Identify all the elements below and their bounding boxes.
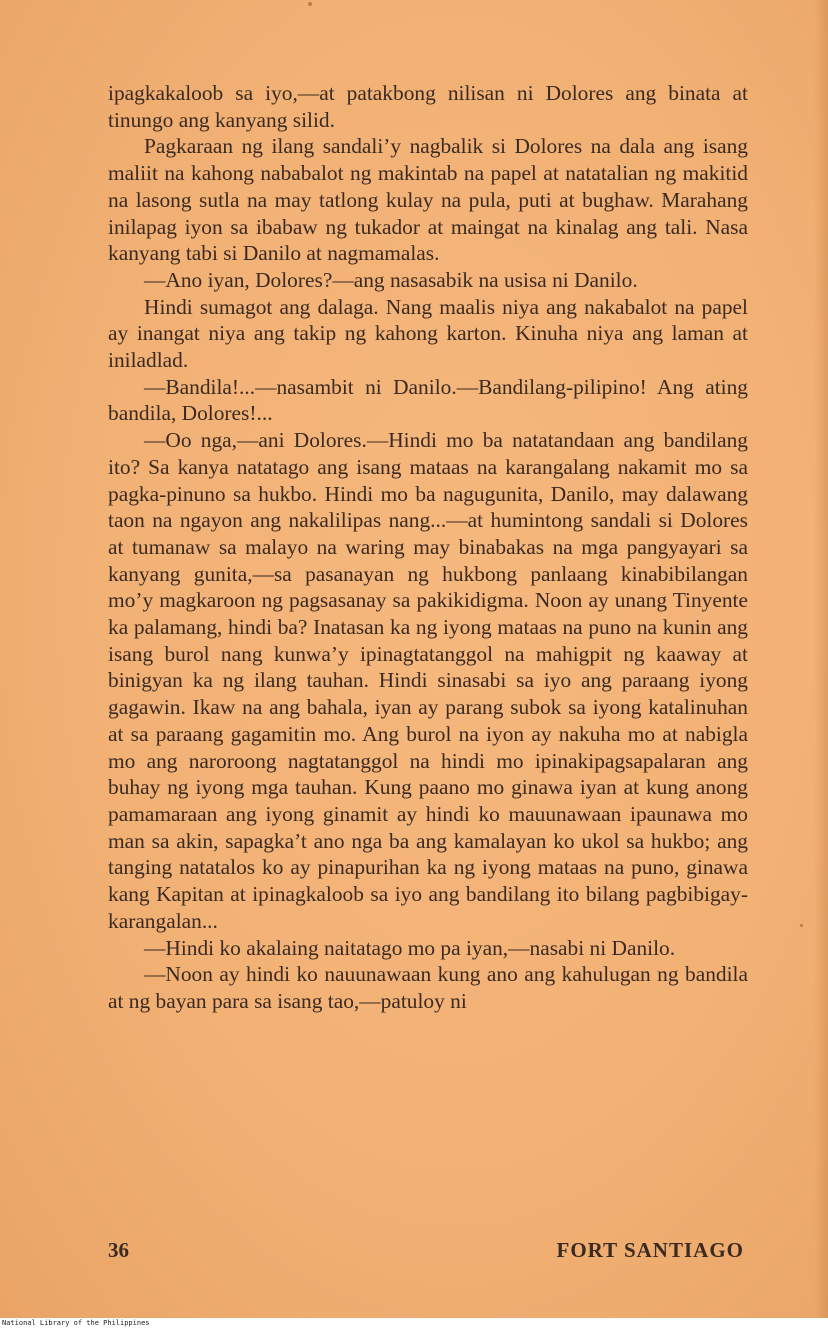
paragraph: —Oo nga,—ani Dolores.—Hindi mo ba natatandaan ang bandilang ito? Sa kanya natatago ang isang mataas na karangalang nakamit mo sa pagka-pinuno sa hukbo. Hindi mo ba nagugunita, Danilo, may dalawang taon na ngayon ang nakalilipas nang...—at humintong sandali si Dolores at tumanaw sa malayo na waring may binabakas na mga pangyayari sa kanyang gunita,—sa pasanayan ng hukbong panlaang kinabibilangan mo’y magkaroon ng pagsasanay sa pakikidigma. Noon ay unang Tinyente ka palamang, hindi ba? Inatasan ka ng iyong mataas na puno na kunin ang isang burol nang kunwa’y ipinagtatanggol na mahigpit ng kaaway at binigyan ka ng ilang tauhan. Hindi sinasabi sa iyo ang paraang iyong gagawin. Ikaw na ang bahala, iyan ay parang subok sa iyong katalinuhan at sa paraang gagamitin mo. Ang burol na iyon ay nakuha mo at nabigla mo ang naroroong nagtatanggol na hindi mo ipinakipagsapalaran ang buhay ng iyong mga tauhan. Kung paano mo ginawa iyan at kung anong pamamaraan ang iyong ginamit ay hindi ko mauunawaan ipaunawa mo man sa akin, sapagka’t ano nga ba ang kamalayan ko ukol sa hukbo; ang tanging natatalos ko ay pinapurihan ka ng iyong mataas na puno, ginawa kang Kapitan at ipinagkaloob sa iyo ang bandilang ito bilang pagbibigay-karangalan... [108,428,748,933]
ink-speck [800,924,803,927]
paragraph: —Ano iyan, Dolores?—ang nasasabik na usisa ni Danilo. [144,267,638,292]
page-number: 36 [108,1238,129,1262]
paragraph: —Noon ay hindi ko nauunawaan kung ano ang kahulugan ng bandila at ng bayan para sa isang tao,—patuloy ni [108,962,748,1013]
body-text [108,80,748,1015]
paragraph: —Hindi ko akalaing naitatago mo pa iyan,—nasabi ni Danilo. [144,935,676,960]
scan-credit: National Library of the Philippines [2,1319,150,1327]
paragraph: Pagkaraan ng ilang sandali’y nagbalik si Dolores na dala ang isang maliit na kahong nababalot ng makintab na papel at natatalian ng makitid na lasong sutla na may tatlong kulay na pula, puti at bughaw. Marahang inilapag iyon sa ibabaw ng tukador at maingat na kinalag ang tali. Nasa kanyang tabi si Danilo at nagmamalas. [108,134,748,266]
paragraph: Hindi sumagot ang dalaga. Nang maalis niya ang nakabalot na papel ay inangat niya ang takip ng kahong karton. Kinuha niya ang laman at iniladlad. [108,294,748,373]
paragraph: ipagkakaloob sa iyo,—at patakbong nilisan ni Dolores ang binata at tinungo ang kanyang silid. [108,81,748,132]
ink-speck [308,2,312,6]
paragraph: —Bandila!...—nasambit ni Danilo.—Bandilang-pilipino! Ang ating bandila, Dolores!... [108,374,748,426]
page-edge-shadow [814,0,828,1318]
running-title: FORT SANTIAGO [556,1238,744,1262]
page-footer [108,1238,744,1266]
